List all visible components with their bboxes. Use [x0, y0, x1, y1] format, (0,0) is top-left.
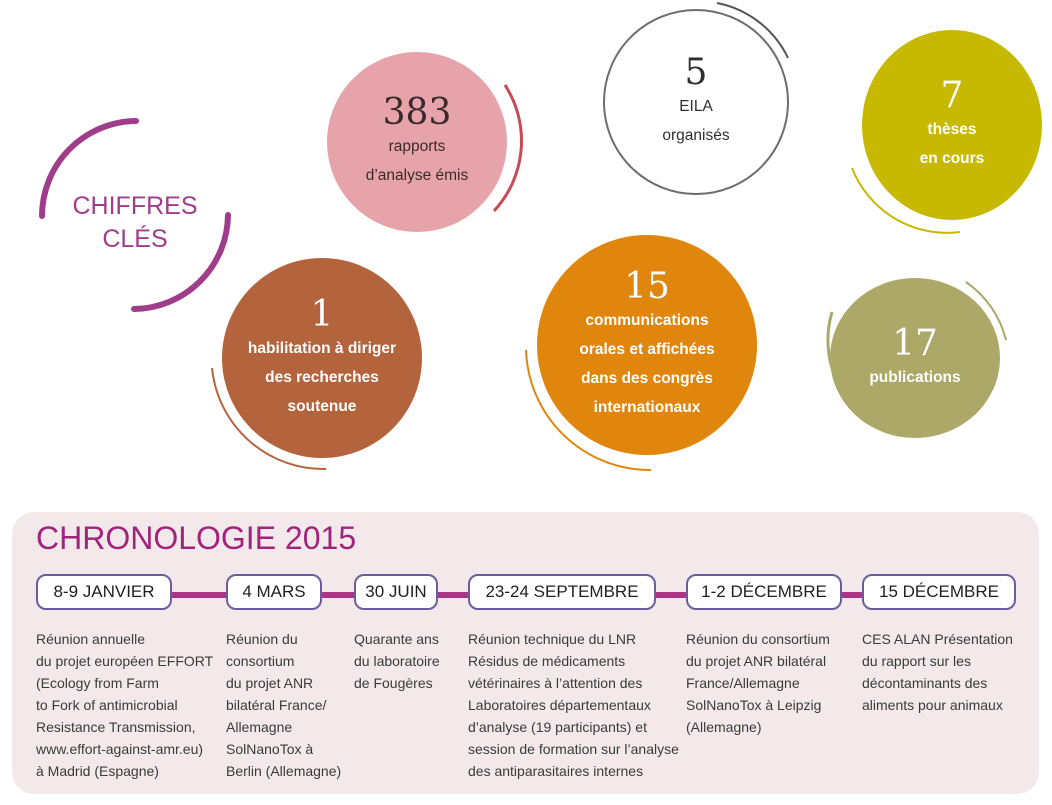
timeline-connector: [322, 592, 358, 598]
event-description: Réunion du consortium du projet ANR bilatéral France/Allemagne SolNanoTox à Leipzig (Allemagne): [686, 631, 830, 735]
timeline-connector: [172, 592, 232, 598]
chronology-title: CHRONOLOGIE 2015: [36, 520, 357, 556]
figure-label: rapports d’analyse émis: [365, 138, 469, 184]
figure-label: EILA organisés: [662, 98, 730, 144]
event-date: 15 DÉCEMBRE: [862, 574, 1016, 610]
event-description: Quarante ans du laboratoire de Fougères: [354, 631, 440, 691]
event-date: 4 MARS: [226, 574, 322, 610]
figure-label: communications orales et affichées dans des congrès internationaux: [579, 312, 715, 416]
event-date: 23-24 SEPTEMBRE: [468, 574, 656, 610]
event-date: 30 JUIN: [354, 574, 438, 610]
figure-circle-eila: [603, 9, 789, 195]
event-description: Réunion du consortium du projet ANR bilatéral France/ Allemagne SolNanoTox à Berlin (Allemagne): [226, 631, 342, 779]
figure-number: 383: [382, 92, 452, 133]
key-figures-title: CHIFFRES CLÉS: [72, 192, 198, 253]
figure-label: habilitation à diriger des recherches soutenue: [247, 339, 397, 415]
event-description: Réunion technique du LNR Résidus de médicaments vétérinaires à l’attention des Laboratoires départementaux d’analyse (19 participants) et session de formation sur l’analyse des antiparasitaires internes: [468, 631, 679, 779]
timeline-connector: [654, 592, 690, 598]
figure-circle-communications: [537, 235, 757, 455]
event-date: 1-2 DÉCEMBRE: [686, 574, 842, 610]
event-description: CES ALAN Présentation du rapport sur les décontaminants des aliments pour animaux: [862, 631, 1013, 713]
event-date: 8-9 JANVIER: [36, 574, 172, 610]
figure-circle-publications: [830, 278, 1000, 438]
figure-circle-theses: [862, 30, 1042, 220]
event-description: Réunion annuelle du projet européen EFFORT (Ecology from Farm to Fork of antimicrobial Resistance Transmission, www.effort-against-amr.eu) à Madrid (Espagne): [36, 631, 214, 779]
timeline-connector: [436, 592, 472, 598]
figure-number: 5: [684, 52, 708, 93]
figure-circle-rapports: [327, 52, 507, 232]
figure-number: 1: [310, 293, 334, 335]
chronology-panel: [12, 512, 1039, 794]
figure-number: 15: [624, 266, 670, 307]
figure-label: publications: [869, 368, 961, 386]
figure-number: 7: [940, 75, 964, 116]
figure-circle-habilitation: [222, 258, 422, 458]
figure-number: 17: [892, 322, 938, 364]
figure-label: thèses en cours: [919, 121, 985, 167]
